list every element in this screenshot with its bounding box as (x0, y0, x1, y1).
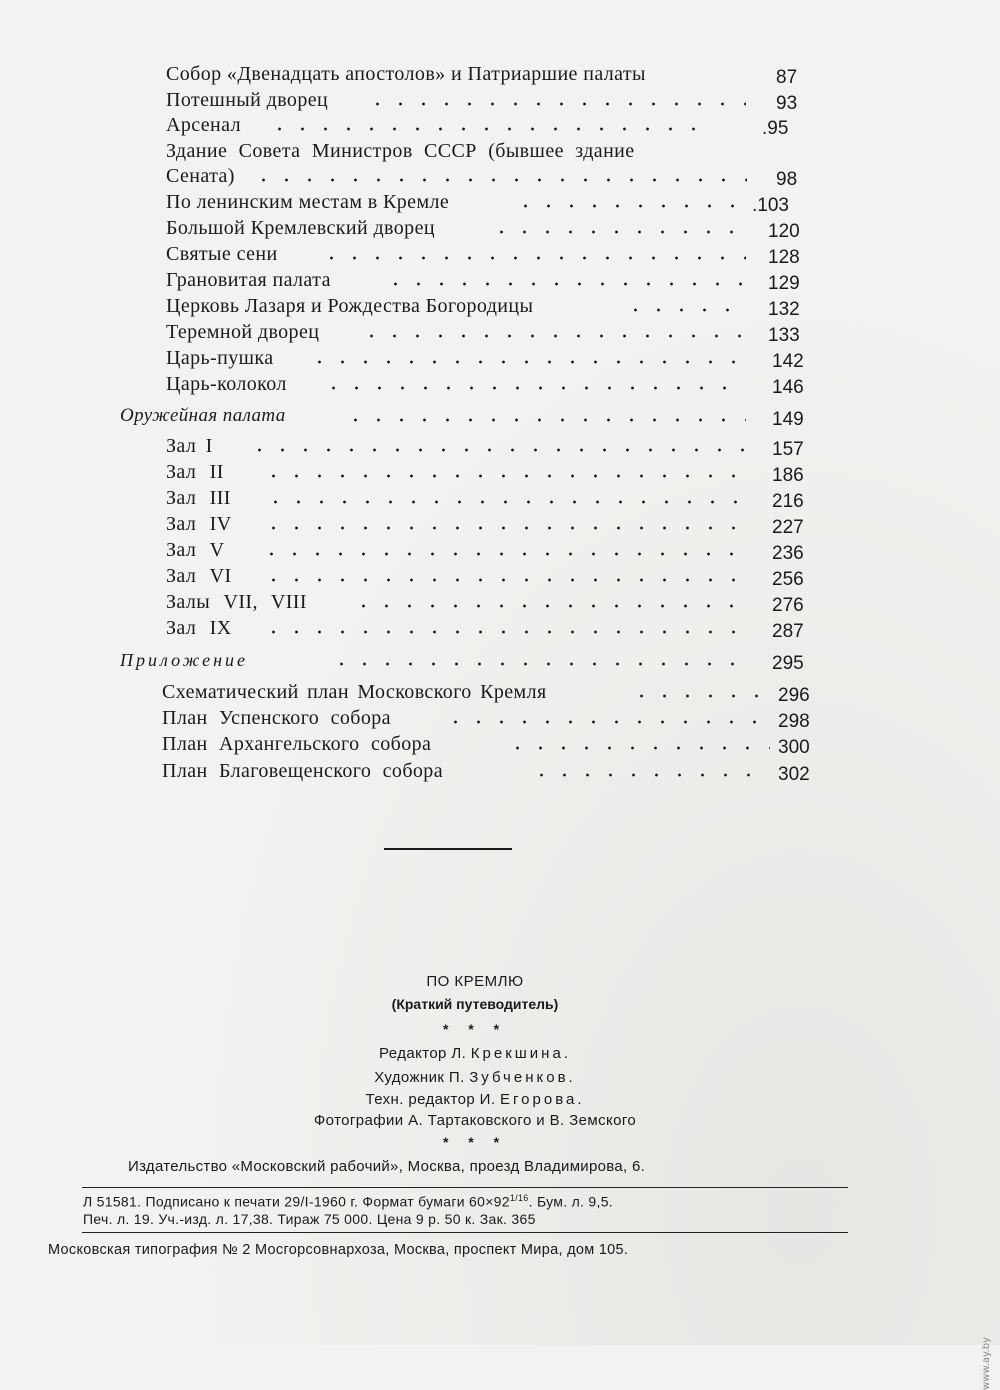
dot-leader (490, 222, 746, 236)
print-details-line1 (83, 1193, 613, 1210)
toc-entry (0, 216, 1000, 242)
separator-stars: * * * (442, 1021, 508, 1037)
toc-entry-title: Царь-колокол (166, 373, 287, 395)
toc-entry-title: Залы VII, VIII (166, 591, 307, 613)
toc-entry-title: Церковь Лазаря и Рождества Богородицы (166, 295, 534, 317)
toc-entry-title: План Успенского собора (162, 707, 391, 729)
toc-entry-title: Собор «Двенадцать апостолов» и Патриаршие палаты (166, 63, 646, 85)
dot-leader (308, 352, 746, 366)
print-details-line2: Печ. л. 19. Уч.-изд. л. 17,38. Тираж 75 000. Цена 9 р. 50 к. Зак. 365 (83, 1211, 536, 1227)
dot-leader (506, 738, 770, 752)
toc-entry-title: Зал V (166, 539, 225, 561)
toc-section-entry (0, 404, 1000, 430)
toc-section-title: Оружейная палата (120, 405, 286, 426)
dot-leader (330, 654, 746, 668)
toc-entry (0, 460, 1000, 486)
toc-entry-page: 98 (776, 169, 798, 190)
toc-entry (0, 512, 1000, 538)
toc-entry (0, 434, 1000, 460)
toc-section-entry (0, 648, 1000, 674)
toc-entry-page: 302 (778, 764, 810, 785)
watermark: www.ay.by (981, 1337, 992, 1390)
dot-leader (252, 170, 747, 184)
dot-leader (264, 492, 746, 506)
toc-entry-page: 276 (772, 595, 804, 616)
credit-role: Художник П. (374, 1069, 465, 1086)
credit-name: Зубченков. (469, 1069, 576, 1086)
print-details-text: Л 51581. Подписано к печати 29/I-1960 г. Формат бумаги 60×92 (83, 1193, 510, 1210)
toc-section-title: Приложение (120, 650, 249, 670)
toc-entry-page: 128 (768, 247, 800, 268)
book-subtitle: (Краткий путеводитель) (391, 996, 559, 1012)
dot-leader (262, 570, 746, 584)
toc-entry-page: 129 (768, 273, 800, 294)
toc-entry-title-line1: Здание Совета Министров СССР (бывшее здание (166, 140, 635, 162)
toc-entry-title: Зал III (166, 487, 231, 509)
dot-leader (322, 378, 746, 392)
dot-leader (360, 326, 746, 340)
toc-entry-title: План Архангельского собора (162, 733, 432, 755)
toc-entry-title: Царь-пушка (166, 347, 274, 369)
toc-entry (0, 242, 1000, 268)
toc-entry-page: 298 (778, 711, 810, 732)
toc-entry (0, 113, 1000, 139)
toc-entry-title: Теремной дворец (166, 321, 320, 343)
credit-artist (0, 1069, 975, 1086)
credit-name: Крекшина. (470, 1045, 571, 1062)
toc-entry-title: Грановитая палата (166, 269, 331, 291)
toc-entry-page: .95 (762, 118, 789, 139)
toc-entry-page: 132 (768, 299, 800, 320)
dot-leader (630, 686, 770, 700)
paper-format-fraction: 1/16 (509, 1193, 529, 1203)
toc-entry-page: 120 (768, 221, 800, 242)
toc-entry-title: Зал VI (166, 565, 232, 587)
imprint-rule-top (82, 1187, 848, 1188)
dot-leader (384, 274, 746, 288)
credit-role: Редактор Л. (379, 1045, 467, 1062)
toc-entry-title: Арсенал (166, 114, 241, 136)
toc-entry (0, 164, 1000, 190)
toc-entry-title: Зал II (166, 461, 224, 483)
toc-entry-title: Большой Кремлевский дворец (166, 217, 435, 239)
toc-entry-title: Схематический план Московского Кремля (162, 681, 547, 703)
toc-entry-title: Зал I (166, 435, 213, 457)
dot-leader (624, 300, 746, 314)
dot-leader (262, 622, 746, 636)
toc-entry (0, 616, 1000, 642)
toc-entry (0, 538, 1000, 564)
toc-entry (0, 759, 1000, 785)
toc-entry-page: 300 (778, 737, 810, 758)
toc-entry-page: 227 (772, 517, 804, 538)
separator-stars: * * * (442, 1134, 508, 1150)
toc-entry-page: 133 (768, 325, 800, 346)
toc-entry-title: Зал IV (166, 513, 232, 535)
dot-leader (352, 596, 746, 610)
toc-entry (0, 62, 1000, 88)
toc-entry-page: 142 (772, 351, 804, 372)
toc-entry (0, 486, 1000, 512)
dot-leader (320, 248, 746, 262)
toc-entry (0, 590, 1000, 616)
toc-entry-page: 93 (776, 93, 798, 114)
credit-editor (0, 1045, 975, 1062)
toc-entry (0, 346, 1000, 372)
dot-leader (514, 196, 746, 210)
toc-entry-title: Святые сени (166, 243, 278, 265)
toc-entry-page: 87 (776, 67, 798, 88)
dot-leader (530, 765, 770, 779)
toc-entry-page: 216 (772, 491, 804, 512)
credit-role: Техн. редактор И. (365, 1091, 496, 1108)
dot-leader (444, 712, 770, 726)
toc-entry-page: 256 (772, 569, 804, 590)
toc-entry-title: План Благовещенского собора (162, 760, 443, 782)
imprint-rule-bottom (82, 1232, 848, 1233)
publisher-line: Издательство «Московский рабочий», Москва, проезд Владимирова, 6. (128, 1158, 646, 1175)
toc-entry-page: .103 (752, 195, 789, 216)
toc-entry (0, 680, 1000, 706)
toc-entry (0, 732, 1000, 758)
printer-line: Московская типография № 2 Мосгорсовнархоза, Москва, проспект Мира, дом 105. (48, 1242, 629, 1258)
credit-name: Егорова. (500, 1091, 585, 1108)
toc-entry-title: По ленинским местам в Кремле (166, 191, 450, 213)
toc-entry-page: 295 (772, 653, 804, 674)
toc-entry (0, 294, 1000, 320)
toc-entry (0, 268, 1000, 294)
dot-leader (248, 440, 746, 454)
credit-photos: Фотографии А. Тартаковского и В. Земского (313, 1112, 637, 1129)
dot-leader (262, 466, 746, 480)
toc-entry (0, 320, 1000, 346)
credit-tech-editor (0, 1091, 975, 1108)
toc-entry-title: Сената) (166, 165, 235, 187)
toc-entry-title: Зал IX (166, 617, 232, 639)
dot-leader (268, 119, 708, 133)
toc-entry-title: Потешный дворец (166, 89, 329, 111)
print-details-text: . Бум. л. 9,5. (528, 1193, 613, 1210)
toc-entry-page: 236 (772, 543, 804, 564)
toc-entry (0, 372, 1000, 398)
book-title: ПО КРЕМЛЮ (426, 973, 524, 990)
toc-entry-page: 287 (772, 621, 804, 642)
dot-leader (262, 518, 746, 532)
toc-entry (0, 564, 1000, 590)
toc-entry (0, 190, 1000, 216)
toc-entry-page: 146 (772, 377, 804, 398)
toc-entry-page: 157 (772, 439, 804, 460)
section-divider (384, 848, 512, 850)
dot-leader (260, 544, 746, 558)
toc-entry (0, 706, 1000, 732)
toc-entry (0, 88, 1000, 114)
dot-leader (344, 410, 746, 424)
toc-entry-page: 186 (772, 465, 804, 486)
dot-leader (366, 94, 746, 108)
toc-entry-page: 296 (778, 685, 810, 706)
toc-entry-page: 149 (772, 409, 804, 430)
